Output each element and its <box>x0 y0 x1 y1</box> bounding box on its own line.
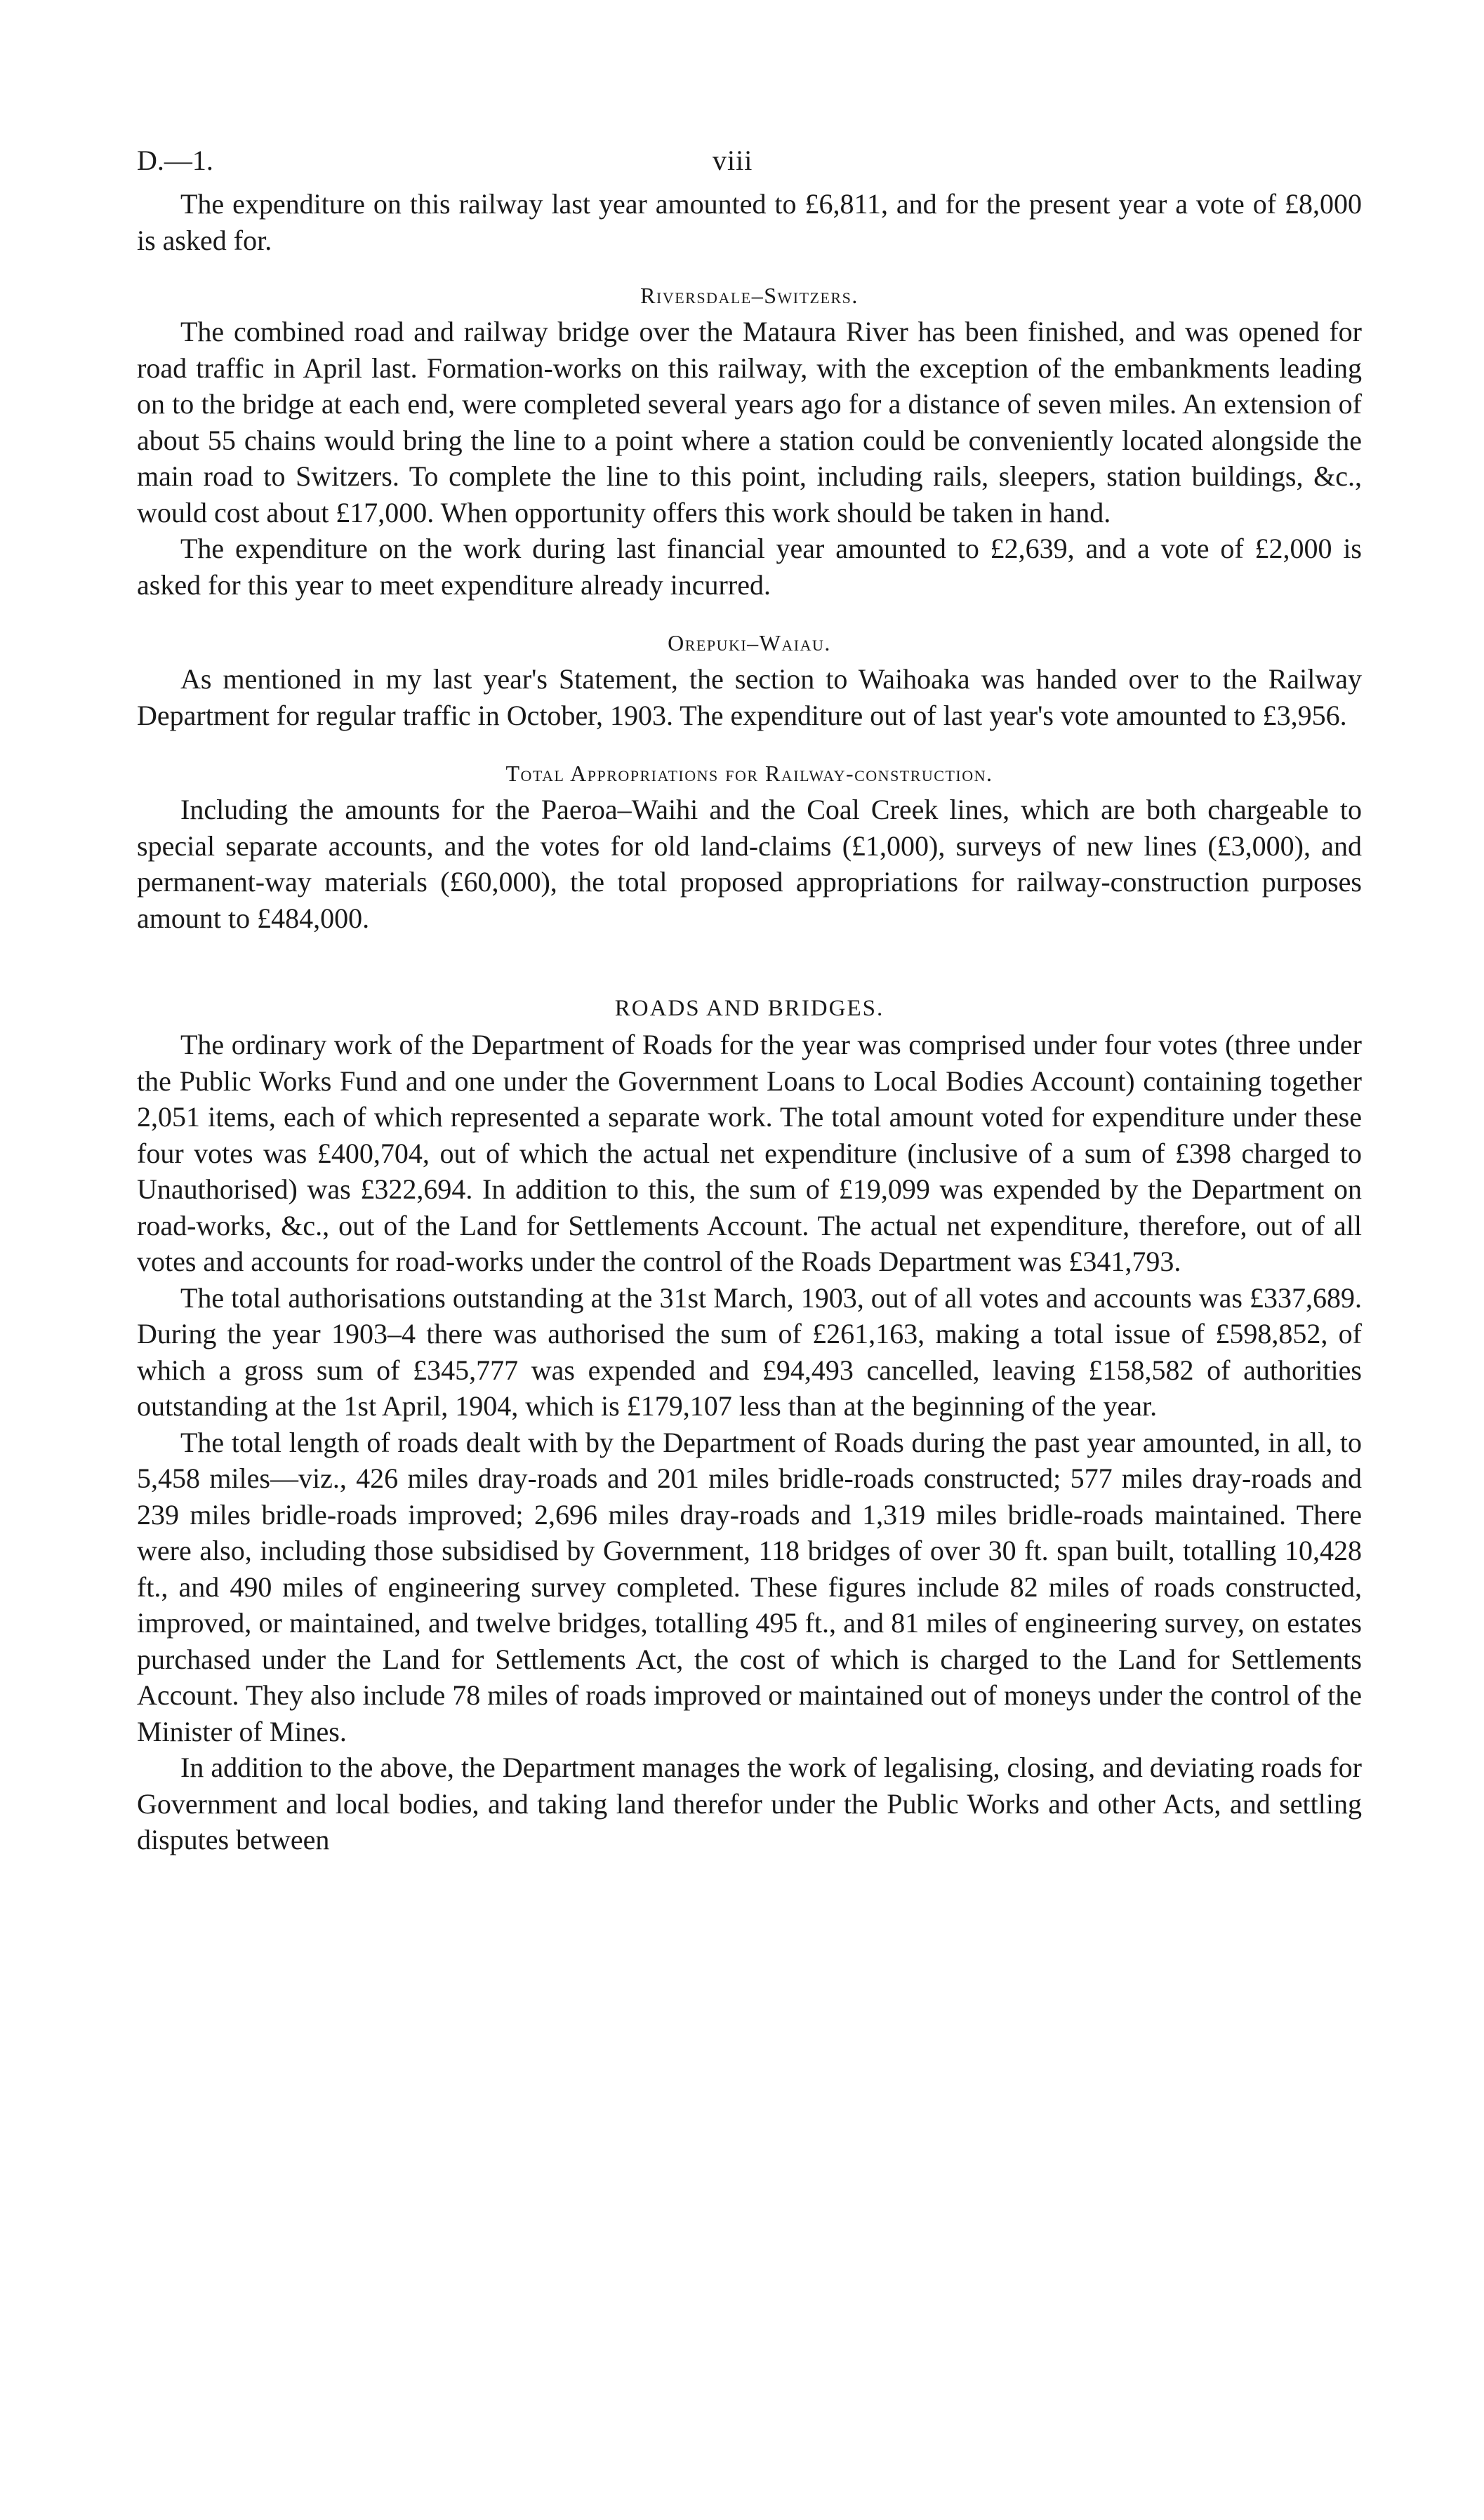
section-heading-riversdale: Riversdale–Switzers. <box>640 283 859 308</box>
paragraph: The expenditure on the work during last financial year amounted to £2,639, and a vote of £2,000 is asked for this year to meet expenditure already incurred. <box>137 533 1362 601</box>
paragraph: The ordinary work of the Department of Roads for the year was comprised under four votes (three under the Public Works Fund and one under the Government Loans to Local Bodies Account) containing together 2,051 items, each of which represented a separate work. The total amount voted for expenditure under these four votes was £400,704, out of which the actual net expenditure (inclusive of a sum of £398 charged to Unauthorised) was £322,694. In addition to this, the sum of £19,099 was expended by the Department on road-works, &c., out of the Land for Settlements Account. The actual net expenditure, therefore, out of all votes and accounts for road-works under the control of the Roads Department was £341,793. <box>137 1029 1362 1277</box>
paragraph: The total authorisations outstanding at the 31st March, 1903, out of all votes and accounts was £337,689. During the year 1903–4 there was authorised the sum of £261,163, making a total issue of £598,852, of which a gross sum of £345,777 was expended and £94,493 cancelled, leaving £158,582 of authorities outstanding at the 1st April, 1904, which is £179,107 less than at the beginning of the year. <box>137 1281 1362 1422</box>
paragraph: Including the amounts for the Paeroa–Waihi and the Coal Creek lines, which are both chargeable to special separate accounts, and the votes for old land-claims (£1,000), surveys of new lines (£3,000), and permanent-way materials (£60,000), the total proposed appropriations for railway-construction purposes amount to £484,000. <box>137 794 1362 934</box>
section-heading-total-appropriations: Total Appropriations for Railway-construction. <box>505 761 993 786</box>
paragraph: As mentioned in my last year's Statement, the section to Waihoaka was handed over to the Railway Department for regular traffic in October, 1903. The expenditure out of last year's vote amounted to £3,956. <box>137 663 1362 731</box>
paragraph: In addition to the above, the Department manages the work of legalising, closing, and deviating roads for Government and local bodies, and taking land therefor under the Public Works and other Acts, and settling disputes between <box>137 1752 1362 1855</box>
paragraph: The combined road and railway bridge over the Mataura River has been finished, and was opened for road traffic in April last. Formation-works on this railway, with the exception of the embankments leading on to the bridge at each end, were completed several years ago for a distance of seven miles. An extension of about 55 chains would bring the line to a point where a station could be conveniently located alongside the main road to Switzers. To complete the line to this point, including rails, sleepers, station buildings, &c., would cost about £17,000. When opportunity offers this work should be taken in hand. <box>137 316 1362 528</box>
document-page <box>137 137 1362 1858</box>
paragraph: The total length of roads dealt with by the Department of Roads during the past year amounted, in all, to 5,458 miles—viz., 426 miles dray-roads and 201 miles bridle-roads constructed; 577 miles dray-roads and 239 miles bridle-roads improved; 2,696 miles dray-roads and 1,319 miles bridle-roads maintained. There were also, including those subsidised by Government, 118 bridges of over 30 ft. span built, totalling 10,428 ft., and 490 miles of engineering survey completed. These figures include 82 miles of roads constructed, improved, or maintained, and twelve bridges, totalling 495 ft., and 81 miles of engineering survey, on estates purchased under the Land for Settlements Act, the cost of which is charged to the Land for Settlements Account. They also include 78 miles of roads improved or maintained out of moneys under the control of the Minister of Mines. <box>137 1426 1362 1747</box>
document-reference: D.—1. <box>137 145 213 176</box>
paragraph: The expenditure on this railway last year amounted to £6,811, and for the present year a vote of £8,000 is asked for. <box>137 188 1362 256</box>
page-number: viii <box>713 145 753 176</box>
page-header <box>137 137 1362 186</box>
section-heading-roads-and-bridges: ROADS AND BRIDGES. <box>614 996 885 1021</box>
section-heading-orepuki: Orepuki–Waiau. <box>668 630 831 655</box>
